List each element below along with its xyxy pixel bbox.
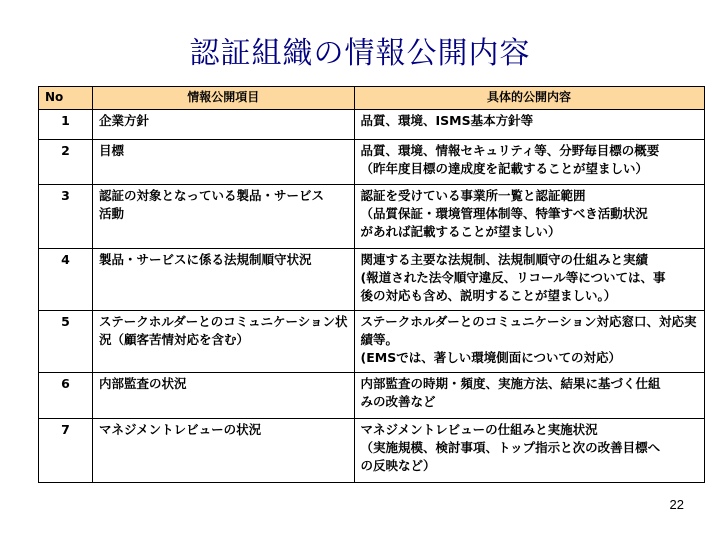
row-item [93,249,355,311]
page-title: 認証組織の情報公開内容 [189,36,531,71]
row-item [93,419,355,483]
row-item-line: ステークホルダーとのコミュニケーション状 [99,314,348,329]
row-no: 4 [39,249,93,311]
table-header-row [39,87,705,110]
table-row [39,373,705,419]
row-detail-line: （昨年度目標の達成度を記載することが望ましい） [360,161,649,177]
page-number: 22 [669,497,684,512]
row-detail-line: 品質、環境、情報セキュリティ等、分野毎目標の概要 [360,143,660,158]
row-detail-line: 内部監査の時期・頻度、実施方法、結果に基づく仕組 [360,376,661,391]
row-detail-line: があれば記載することが望ましい） [360,224,561,240]
row-detail-line: 績等。 [360,332,399,348]
row-no: 6 [39,373,93,419]
header-detail: 具体的公開内容 [354,87,704,110]
row-item-line: 製品・サービスに係る法規制順守状況 [99,252,312,267]
row-detail-line: 関連する主要な法規制、法規制順守の仕組みと実績 [360,252,649,267]
table-row [39,249,705,311]
table-row [39,419,705,483]
row-detail [354,419,704,483]
table-row [39,311,705,373]
row-item-line: 目標 [99,143,125,158]
table-row [39,185,705,249]
table-row [39,140,705,185]
row-no: 2 [39,140,93,185]
row-detail-line: (報道された法令順守違反、リコール等については、事 [360,270,666,286]
table-row [39,110,705,140]
row-detail [354,311,704,373]
row-detail-line: （実施規模、検討事項、トップ指示と次の改善目標へ [360,440,661,456]
row-item [93,373,355,419]
row-detail-line: の反映など） [360,458,436,474]
row-detail-line: ステークホルダーとのコミュニケーション対応窓口、対応実 [360,314,697,329]
row-item [93,185,355,249]
row-item-line: 企業方針 [99,113,150,128]
row-item-line: 活動 [99,206,125,222]
row-detail [354,110,704,140]
header-no: No [39,87,93,110]
row-no: 7 [39,419,93,483]
row-detail-line: 後の対応も含め、説明することが望ましい。） [360,288,617,304]
row-detail-line: マネジメントレビューの仕組みと実施状況 [360,422,598,437]
row-detail-line: 認証を受けている事業所一覧と認証範囲 [360,188,586,203]
row-item-line: 内部監査の状況 [99,376,187,391]
row-no: 5 [39,311,93,373]
row-no: 1 [39,110,93,140]
row-detail [354,185,704,249]
row-detail [354,140,704,185]
row-detail-line: 品質、環境、ISMS基本方針等 [360,113,534,128]
row-item [93,311,355,373]
row-item [93,140,355,185]
disclosure-table [38,86,705,483]
row-no: 3 [39,185,93,249]
header-item: 情報公開項目 [93,87,355,110]
row-detail [354,373,704,419]
row-detail-line: （品質保証・環境管理体制等、特筆すべき活動状況 [360,206,648,222]
row-detail [354,249,704,311]
row-item [93,110,355,140]
row-item-line: 認証の対象となっている製品・サービス [99,188,325,203]
row-detail-line: (EMSでは、著しい環境側面についての対応） [360,350,621,366]
row-detail-line: みの改善など [360,394,436,410]
row-item-line: 況（顧客苦情対応を含む） [99,332,250,348]
row-item-line: マネジメントレビューの状況 [99,422,262,437]
